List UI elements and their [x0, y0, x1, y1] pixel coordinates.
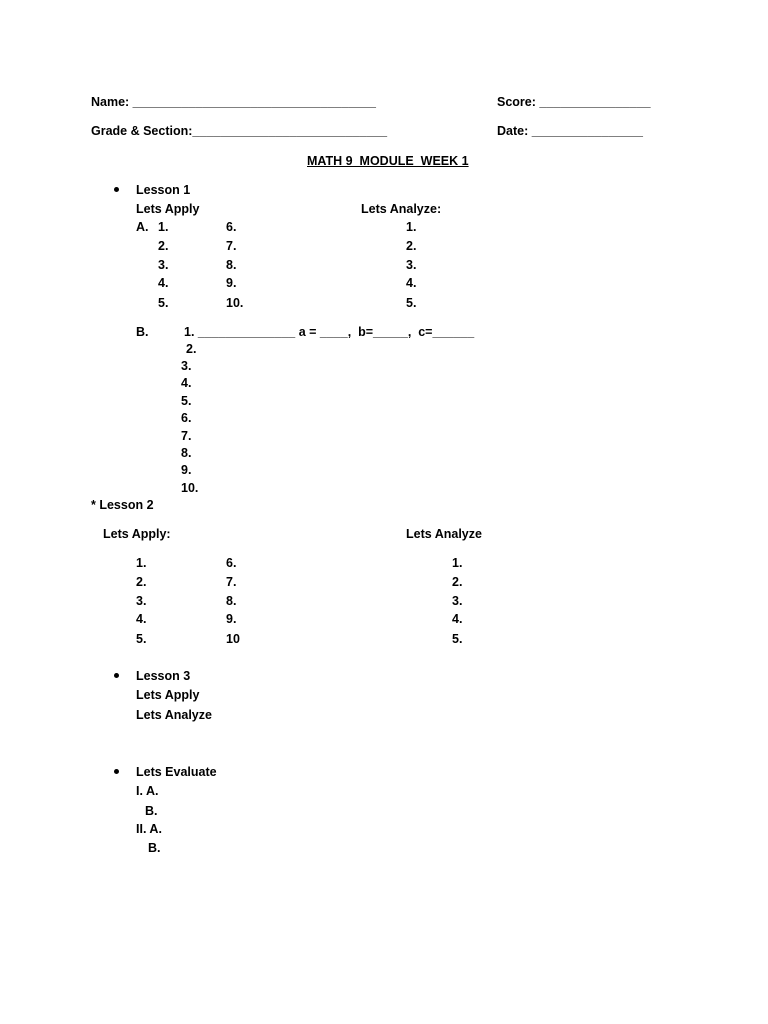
lesson1-apply-item: 6. [226, 220, 237, 234]
lesson3-heading: Lesson 3 [136, 669, 191, 683]
lesson1-part-b-item: 4. [181, 376, 192, 390]
lesson1-part-b-label: B. [136, 325, 149, 339]
lesson2-apply-item: 5. [136, 632, 147, 646]
lesson2-apply-item: 9. [226, 612, 237, 626]
page-title: MATH 9 MODULE WEEK 1 [307, 154, 469, 168]
lesson2-apply-item: 4. [136, 612, 147, 626]
lesson3-apply-label: Lets Apply [136, 688, 200, 702]
evaluate-heading: Lets Evaluate [136, 765, 217, 779]
lesson1-part-b-item: 7. [181, 429, 192, 443]
lesson1-part-b-item: 8. [181, 446, 192, 460]
lesson1-part-b-item: 2. [186, 342, 197, 356]
lesson1-apply-item: 9. [226, 276, 237, 290]
lesson1-part-a-label: A. [136, 220, 149, 234]
bullet-icon [114, 187, 119, 192]
evaluate-item: B. [148, 841, 161, 855]
lesson2-analyze-item: 4. [452, 612, 463, 626]
lesson2-apply-label: Lets Apply: [103, 527, 171, 541]
evaluate-item: B. [145, 804, 158, 818]
lesson2-heading: * Lesson 2 [91, 498, 154, 512]
lesson1-apply-item: 8. [226, 258, 237, 272]
lesson1-apply-item: 7. [226, 239, 237, 253]
lesson3-analyze-label: Lets Analyze [136, 708, 212, 722]
lesson1-part-b-item: 6. [181, 411, 192, 425]
lesson1-analyze-item: 1. [406, 220, 417, 234]
lesson2-analyze-item: 5. [452, 632, 463, 646]
score-field-label: Score: ________________ [497, 95, 651, 109]
lesson2-apply-item: 8. [226, 594, 237, 608]
evaluate-item: II. A. [136, 822, 162, 836]
lesson1-part-b-item: 9. [181, 463, 192, 477]
lesson1-part-b-item: 5. [181, 394, 192, 408]
lesson2-apply-item: 2. [136, 575, 147, 589]
lesson2-analyze-label: Lets Analyze [406, 527, 482, 541]
lesson1-apply-item: 2. [158, 239, 169, 253]
lesson1-part-b-item: 10. [181, 481, 199, 495]
date-field-label: Date: ________________ [497, 124, 643, 138]
bullet-icon [114, 769, 119, 774]
lesson2-apply-item: 6. [226, 556, 237, 570]
lesson2-apply-item: 10 [226, 632, 240, 646]
lesson1-apply-item: 5. [158, 296, 169, 310]
name-field-label: Name: ___________________________________ [91, 95, 376, 109]
lesson1-analyze-item: 4. [406, 276, 417, 290]
lesson1-part-b-item: 3. [181, 359, 192, 373]
lesson1-analyze-item: 5. [406, 296, 417, 310]
lesson1-part-b-item: 1. ______________ a = ____, b=_____, c=______ [184, 325, 475, 339]
lesson1-analyze-item: 2. [406, 239, 417, 253]
lesson1-apply-item: 4. [158, 276, 169, 290]
grade-section-field-label: Grade & Section:____________________________ [91, 124, 388, 138]
lesson1-heading: Lesson 1 [136, 183, 191, 197]
lesson1-apply-item: 3. [158, 258, 169, 272]
lesson2-analyze-item: 3. [452, 594, 463, 608]
lesson2-analyze-item: 1. [452, 556, 463, 570]
lesson1-apply-item: 10. [226, 296, 244, 310]
lesson1-analyze-item: 3. [406, 258, 417, 272]
lesson1-analyze-label: Lets Analyze: [361, 202, 442, 216]
lesson1-apply-label: Lets Apply [136, 202, 200, 216]
lesson2-apply-item: 7. [226, 575, 237, 589]
evaluate-item: I. A. [136, 784, 159, 798]
lesson2-apply-item: 3. [136, 594, 147, 608]
lesson2-analyze-item: 2. [452, 575, 463, 589]
lesson2-apply-item: 1. [136, 556, 147, 570]
lesson1-apply-item: 1. [158, 220, 169, 234]
bullet-icon [114, 673, 119, 678]
